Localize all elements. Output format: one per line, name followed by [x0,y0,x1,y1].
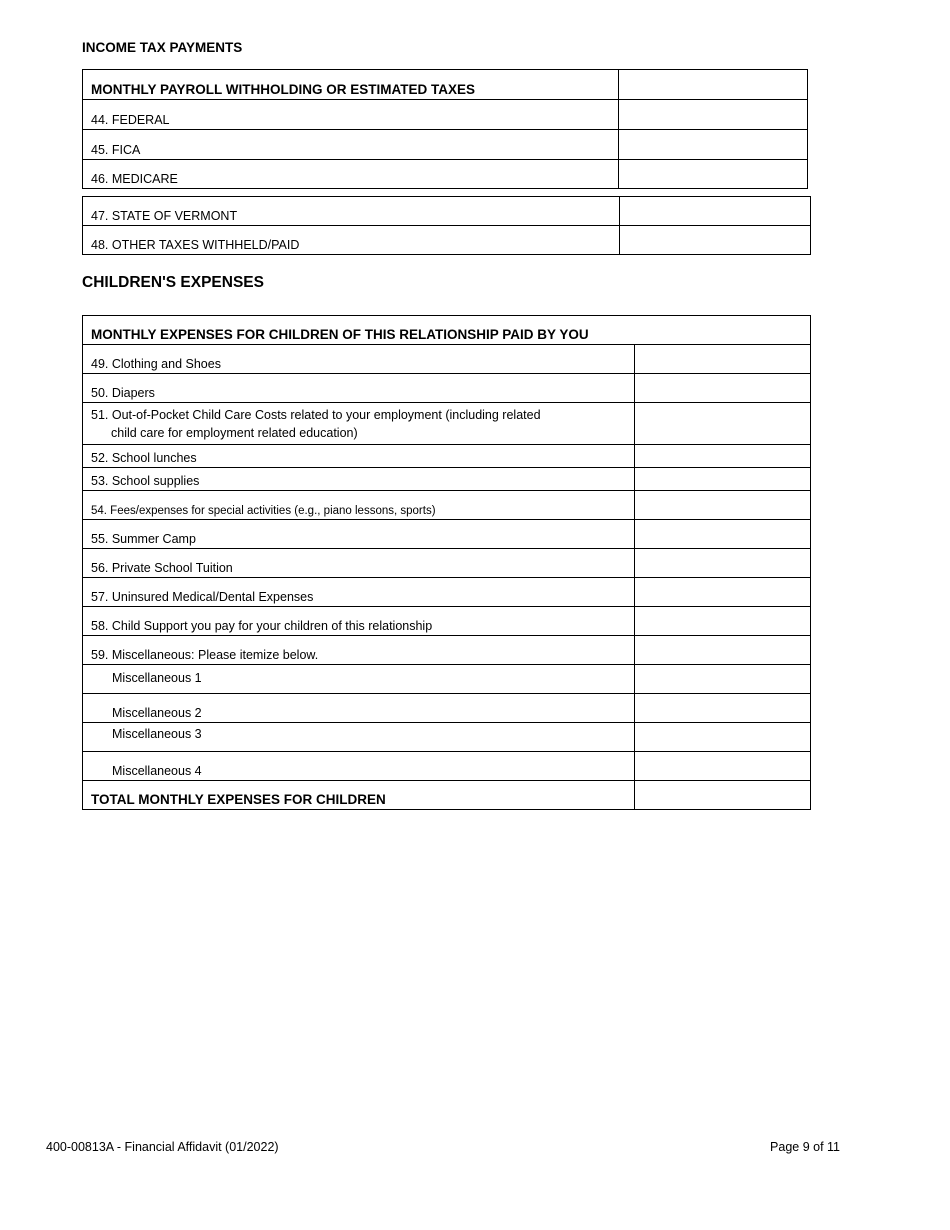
row-label-misc-2: Miscellaneous 2 [83,694,635,723]
other-taxes-amount-field[interactable] [620,240,810,254]
row-label-misc-3: Miscellaneous 3 [83,723,635,752]
payroll-table-header: MONTHLY PAYROLL WITHHOLDING OR ESTIMATED TAXES [83,70,619,100]
medicare-amount-field[interactable] [619,174,807,188]
table-row [83,100,808,130]
table-row [83,345,811,374]
child-support-amount-field[interactable] [635,621,810,635]
row-label-school-lunches: 52. School lunches [83,445,635,468]
school-supplies-amount-field[interactable] [635,476,810,490]
state-of-vermont-amount-field[interactable] [620,211,810,225]
row-label-child-support: 58. Child Support you pay for your children of this relationship [83,607,635,636]
table-row [83,549,811,578]
form-identifier: 400-00813A - Financial Affidavit (01/2022) [46,1140,279,1154]
clothing-amount-field[interactable] [635,359,810,373]
page-number: Page 9 of 11 [770,1140,840,1154]
table-row [83,636,811,665]
table-row [83,752,811,781]
row-label-other-taxes: 48. OTHER TAXES WITHHELD/PAID [83,226,620,255]
row-label-miscellaneous: 59. Miscellaneous: Please itemize below. [83,636,635,665]
fica-amount-field[interactable] [619,145,807,159]
table-row [83,374,811,403]
table-row [83,607,811,636]
table-row [83,665,811,694]
row-label-clothing: 49. Clothing and Shoes [83,345,635,374]
row-label-fica: 45. FICA [83,130,619,160]
table-row [83,520,811,549]
misc-3-amount-field[interactable] [635,737,810,751]
table-row [83,160,808,189]
row-label-private-school: 56. Private School Tuition [83,549,635,578]
row-label-misc-1: Miscellaneous 1 [83,665,635,694]
row-label-medical-dental: 57. Uninsured Medical/Dental Expenses [83,578,635,607]
misc-4-amount-field[interactable] [635,766,810,780]
child-care-label-line2: child care for employment related education) [111,426,358,440]
table-row [83,578,811,607]
summer-camp-amount-field[interactable] [635,534,810,548]
row-label-special-activities: 54. Fees/expenses for special activities (e.g., piano lessons, sports) [83,491,635,520]
children-expenses-heading: CHILDREN'S EXPENSES [82,274,264,291]
total-children-expenses-field[interactable] [635,795,810,809]
table-row [83,130,808,160]
row-label-child-care [83,403,635,445]
diapers-amount-field[interactable] [635,388,810,402]
row-label-federal: 44. FEDERAL [83,100,619,130]
school-lunches-amount-field[interactable] [635,453,810,467]
row-label-summer-camp: 55. Summer Camp [83,520,635,549]
payroll-header-value-cell [619,70,808,100]
table-row [83,403,811,445]
federal-amount-field[interactable] [619,115,807,129]
payroll-withholding-table [82,69,808,189]
child-care-label-line1: 51. Out-of-Pocket Child Care Costs related to your employment (including related [91,408,541,422]
other-taxes-table [82,196,811,255]
row-label-school-supplies: 53. School supplies [83,468,635,491]
table-row [83,781,811,810]
children-table-header: MONTHLY EXPENSES FOR CHILDREN OF THIS RELATIONSHIP PAID BY YOU [83,316,811,345]
income-tax-heading: INCOME TAX PAYMENTS [82,40,243,55]
table-row [83,445,811,468]
table-row [83,468,811,491]
row-label-misc-4: Miscellaneous 4 [83,752,635,781]
row-label-diapers: 50. Diapers [83,374,635,403]
table-row [83,723,811,752]
private-school-amount-field[interactable] [635,563,810,577]
children-expenses-table [82,315,811,810]
miscellaneous-amount-field[interactable] [635,650,810,664]
row-label-state-of-vermont: 47. STATE OF VERMONT [83,197,620,226]
misc-2-amount-field[interactable] [635,708,810,722]
child-care-amount-field[interactable] [635,430,810,444]
table-row [83,694,811,723]
special-activities-amount-field[interactable] [635,505,810,519]
table-row [83,226,811,255]
total-children-expenses-label: TOTAL MONTHLY EXPENSES FOR CHILDREN [83,781,635,810]
row-label-medicare: 46. MEDICARE [83,160,619,189]
medical-dental-amount-field[interactable] [635,592,810,606]
table-row [83,491,811,520]
misc-1-amount-field[interactable] [635,679,810,693]
table-row [83,197,811,226]
